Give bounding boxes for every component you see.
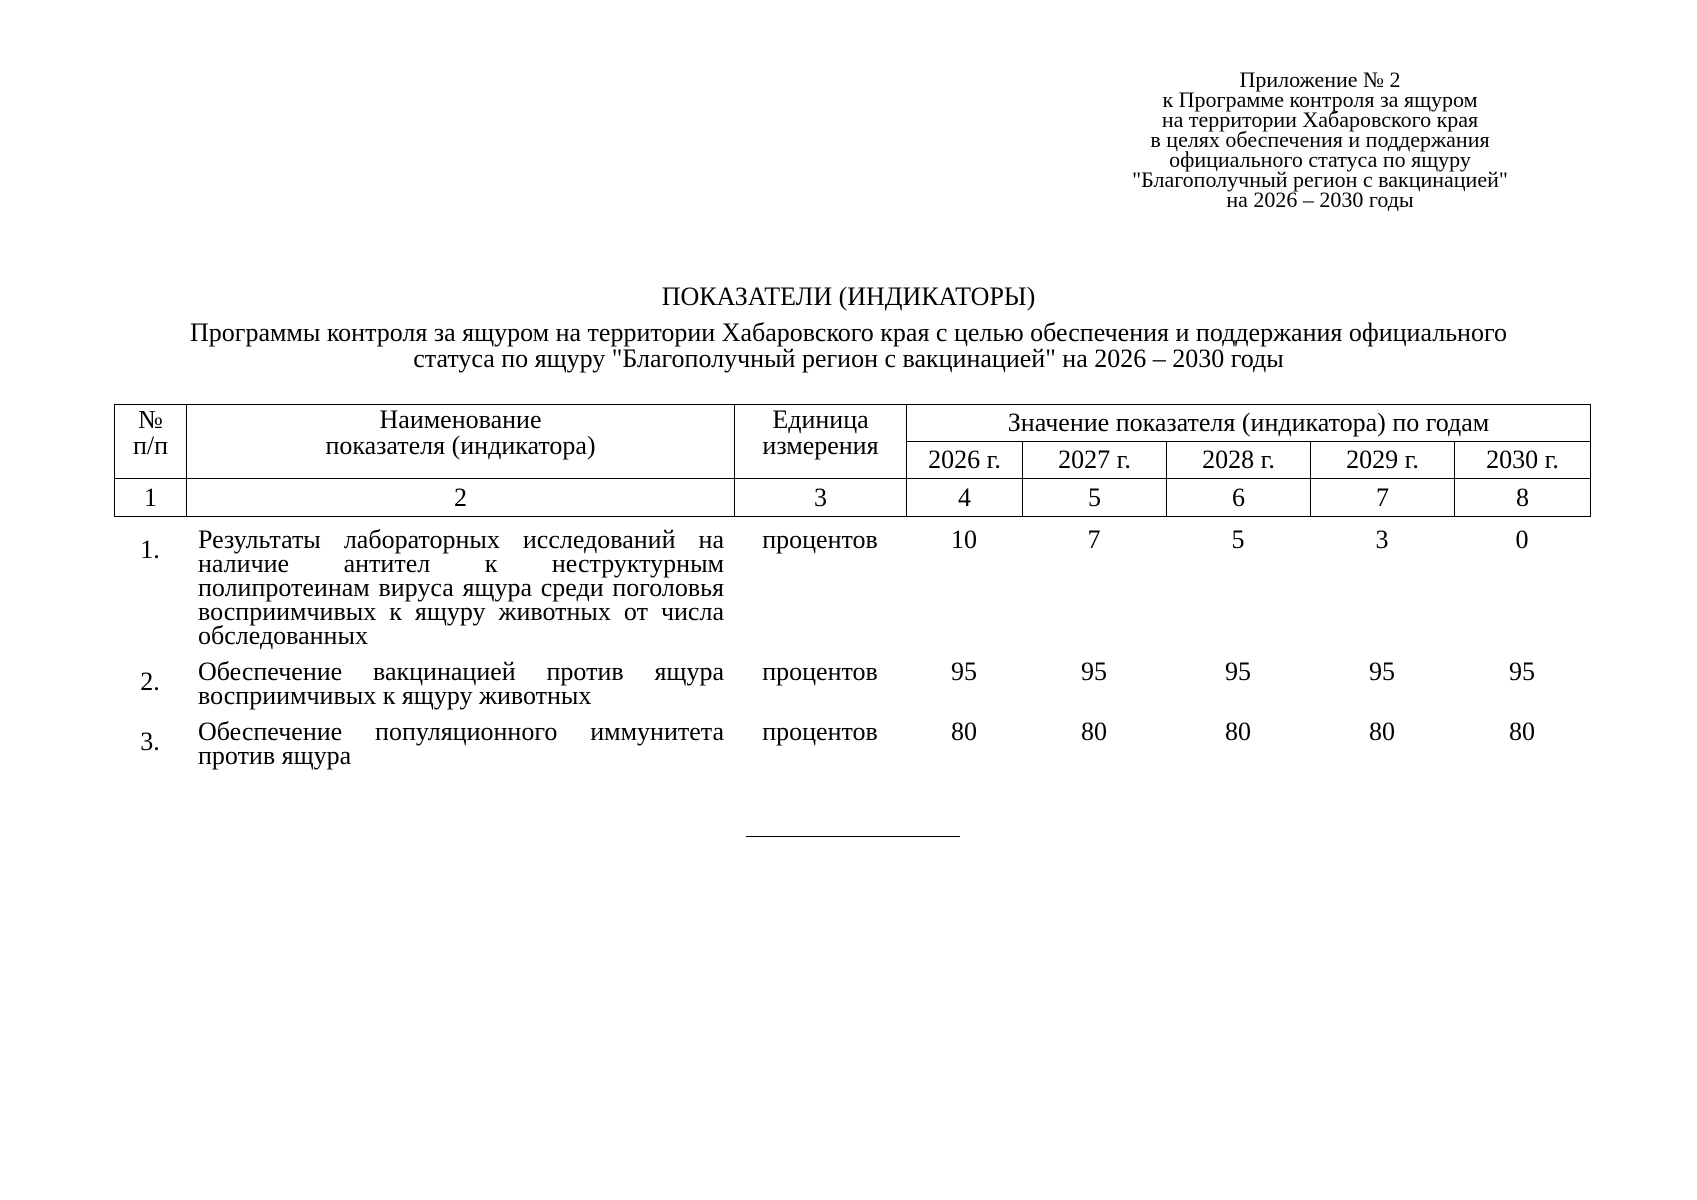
appendix-note: [1060, 67, 1580, 212]
column-number: 1: [115, 479, 187, 517]
appendix-line: к Программе контроля за ящуром: [1162, 87, 1478, 112]
row-value: 7: [1087, 525, 1101, 554]
header-year: 2030 г.: [1455, 442, 1591, 479]
row-indicator-name: Обеспечение популяционного иммунитета против ящура: [198, 717, 724, 770]
header-year: 2028 г.: [1167, 442, 1311, 479]
subtitle-line: Программы контроля за ящуром на территории Хабаровского края с целью обеспечения и поддержания официального: [190, 318, 1507, 347]
row-value: 95: [1369, 657, 1395, 686]
header-values-group: Значение показателя (индикатора) по годам: [907, 405, 1591, 442]
subtitle-line: статуса по ящуру "Благополучный регион с вакцинацией" на 2026 – 2030 годы: [413, 344, 1284, 373]
header-name-line: Наименование: [379, 405, 542, 434]
row-value: 10: [951, 525, 977, 554]
indicators-table-header: [114, 404, 1591, 517]
header-num: [115, 405, 187, 479]
header-unit-line: Единица: [772, 405, 869, 434]
row-value: 80: [1081, 717, 1107, 746]
row-number: 2.: [140, 667, 160, 696]
appendix-line: в целях обеспечения и поддержания: [1150, 127, 1490, 152]
appendix-line: на 2026 – 2030 годы: [1226, 187, 1414, 212]
header-unit: [735, 405, 907, 479]
document-subtitle: [60, 320, 1637, 372]
row-value: 3: [1375, 525, 1389, 554]
table-row: [114, 720, 1590, 780]
header-year: 2029 г.: [1311, 442, 1455, 479]
header-num-line: №: [138, 405, 163, 434]
document-title: ПОКАЗАТЕЛИ (ИНДИКАТОРЫ): [661, 282, 1036, 311]
row-number: 3.: [140, 727, 160, 756]
row-value: 95: [1509, 657, 1535, 686]
header-name-line: показателя (индикатора): [325, 431, 596, 460]
column-number: 4: [907, 479, 1023, 517]
column-number: 8: [1455, 479, 1591, 517]
column-number: 5: [1023, 479, 1167, 517]
row-value: 80: [1225, 717, 1251, 746]
column-number: 7: [1311, 479, 1455, 517]
header-name: [187, 405, 735, 479]
header-year: 2027 г.: [1023, 442, 1167, 479]
row-value: 80: [1369, 717, 1395, 746]
row-value: 95: [951, 657, 977, 686]
column-number: 6: [1167, 479, 1311, 517]
appendix-line: на территории Хабаровского края: [1161, 107, 1479, 132]
appendix-line: Приложение № 2: [1239, 67, 1401, 92]
row-number: 1.: [140, 535, 160, 564]
closing-rule: [746, 836, 960, 837]
row-unit: процентов: [762, 657, 878, 686]
row-indicator-name: Обеспечение вакцинацией против ящура восприимчивых к ящуру животных: [198, 657, 724, 710]
row-value: 95: [1081, 657, 1107, 686]
table-row: [114, 528, 1590, 660]
column-number: 3: [735, 479, 907, 517]
indicators-table-body: [114, 525, 1590, 780]
row-value: 0: [1515, 525, 1529, 554]
row-value: 95: [1225, 657, 1251, 686]
row-value: 80: [951, 717, 977, 746]
row-unit: процентов: [762, 525, 878, 554]
row-indicator-name: Результаты лабораторных исследований на наличие антител к неструктурным полипротеинам вируса ящура среди поголовья восприимчивых к ящуру животных от числа обследованных: [198, 525, 724, 650]
header-unit-line: измерения: [762, 431, 879, 460]
header-year: 2026 г.: [907, 442, 1023, 479]
row-value: 80: [1509, 717, 1535, 746]
appendix-line: "Благополучный регион с вакцинацией": [1132, 167, 1508, 192]
row-value: 5: [1231, 525, 1245, 554]
row-unit: процентов: [762, 717, 878, 746]
column-number: 2: [187, 479, 735, 517]
header-num-line: п/п: [132, 431, 169, 460]
table-row: [114, 660, 1590, 720]
appendix-line: официального статуса по ящуру: [1169, 147, 1471, 172]
